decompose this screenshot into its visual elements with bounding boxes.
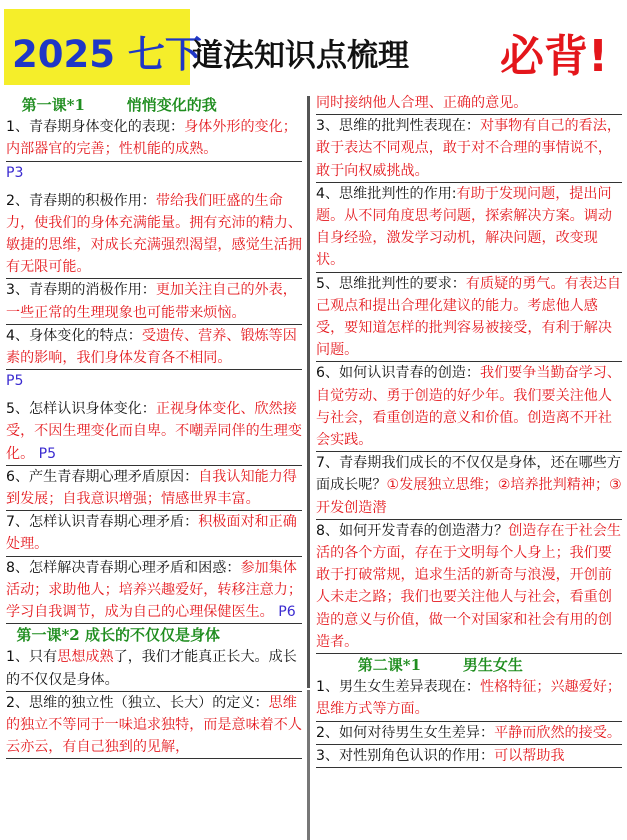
title-year-term: 2025 七下 bbox=[12, 33, 202, 76]
point-answer: 有质疑的勇气。有表达自己观点和提出合理化建议的能力。考虑他人感受，要知道怎样的批判容易被接受，有利于解决问题。 bbox=[316, 275, 621, 359]
point-prefix: 3、对性别角色认识的作用： bbox=[316, 747, 495, 764]
point-answer: 身体外形的变化；内部器官的完善；性机能的成熟。 bbox=[6, 119, 297, 158]
title-must-memorize: 必背! bbox=[500, 31, 609, 82]
point-prefix: 2、思维的独立性（独立、长大）的定义： bbox=[6, 694, 269, 711]
right-point bbox=[316, 452, 622, 520]
left-page-ref: P3 bbox=[6, 164, 24, 181]
point-prefix: 7、青春期我们成长的不仅仅是身体，还在哪些方面成长呢？ bbox=[316, 455, 621, 494]
left-point bbox=[6, 116, 302, 161]
right-point bbox=[316, 92, 622, 115]
point-answer: 思想成熟 bbox=[57, 649, 114, 666]
point-suffix: 了，我们才能真正长大。成长的不仅仅是身体。 bbox=[6, 649, 297, 688]
point-answer: 对事物有自己的看法，敢于表达不同观点，敢于对不合理的事情说不，敢于向权威挑战。 bbox=[316, 118, 621, 179]
left-point bbox=[6, 692, 302, 760]
left-point bbox=[6, 398, 302, 466]
right-lesson-heading: 第二课*1 男生女生 bbox=[316, 656, 523, 675]
point-prefix: 1、只有 bbox=[6, 649, 58, 666]
point-answer: 积极面对和正确处理。 bbox=[6, 514, 297, 553]
page-ref: P6 bbox=[273, 604, 296, 621]
left-point bbox=[6, 190, 302, 280]
point-prefix: 1、男生女生差异表现在： bbox=[316, 679, 480, 696]
left-point bbox=[6, 279, 302, 324]
point-prefix: 4、身体变化的特点： bbox=[6, 327, 142, 344]
right-point bbox=[316, 745, 622, 768]
left-page-ref: P5 bbox=[6, 373, 24, 390]
point-answer: 可以帮助我 bbox=[494, 747, 565, 764]
point-prefix: 2、如何对待男生女生差异： bbox=[316, 724, 495, 741]
left-lesson-heading: 第一课*1 悄悄变化的我 bbox=[6, 96, 217, 114]
point-answer: 平静而欣然的接受。 bbox=[494, 724, 621, 741]
left-point bbox=[6, 511, 302, 556]
point-prefix: 4、思维批判性的作用: bbox=[316, 185, 457, 202]
point-prefix: 5、怎样认识身体变化： bbox=[6, 401, 156, 418]
right-column bbox=[316, 92, 622, 768]
right-point bbox=[316, 676, 622, 721]
point-prefix: 5、思维批判性的要求： bbox=[316, 275, 466, 292]
point-answer: 思维的独立不等同于一味追求独特，而是意味着不人云亦云，有自己独到的见解， bbox=[6, 694, 302, 756]
column-divider bbox=[307, 96, 310, 688]
left-point bbox=[6, 325, 302, 370]
point-answer: 受遗传、营养、锻炼等因素的影响，我们身体发育各不相同。 bbox=[6, 327, 297, 367]
point-answer: 我们要争当勤奋学习、自觉劳动、勇于创造的好少年。我们要关注他人与社会，看重创造的意义和价值。创造离不开社会实践。 bbox=[316, 365, 621, 449]
point-answer: 带给我们旺盛的生命力，使我们的身体充满能量。拥有充沛的精力、敏捷的思维，对成长充满强烈渴望，感觉生活拥有无限可能。 bbox=[6, 192, 302, 276]
left-point bbox=[6, 466, 302, 511]
left-lesson-heading: 第一课*2 成长的不仅仅是身体 bbox=[6, 626, 220, 645]
right-point bbox=[316, 520, 622, 654]
point-answer: 更加关注自己的外表，一些正常的生理现象也可能带来烦恼。 bbox=[6, 282, 297, 321]
right-point bbox=[316, 362, 622, 452]
right-point bbox=[316, 115, 622, 183]
point-answer: 参加集体活动；求助他人；培养兴趣爱好，转移注意力；学习自我调节，成为自己的心理保健医生。 bbox=[6, 559, 302, 621]
point-prefix: 3、青春期的消极作用： bbox=[6, 282, 156, 299]
right-point bbox=[316, 722, 622, 745]
left-column bbox=[6, 94, 302, 759]
point-prefix: 6、如何认识青春的创造： bbox=[316, 365, 480, 382]
point-prefix: 8、如何开发青春的创造潜力？ bbox=[316, 522, 509, 539]
left-point bbox=[6, 646, 302, 691]
point-prefix: 8、怎样解决青春期心理矛盾和困惑： bbox=[6, 559, 241, 576]
column-divider-lower bbox=[307, 690, 310, 840]
point-prefix: 7、怎样认识青春期心理矛盾： bbox=[6, 514, 199, 531]
point-answer: 同时接纳他人合理、正确的意见。 bbox=[316, 95, 528, 111]
point-answer: 正视身体变化、欣然接受，不因生理变化而自卑。不嘲弄同伴的生理变化。 bbox=[6, 401, 302, 462]
page-ref: P5 bbox=[34, 445, 57, 462]
point-answer: 性格特征；兴趣爱好；思维方式等方面。 bbox=[316, 679, 621, 718]
point-answer: 有助于发现问题，提出问题。从不同角度思考问题，探索解决方案。调动自身经验，激发学习动机，解决问题，改变现状。 bbox=[316, 185, 612, 269]
point-answer: 自我认知能力得到发展；自我意识增强；情感世界丰富。 bbox=[6, 468, 297, 508]
point-prefix: 6、产生青春期心理矛盾原因： bbox=[6, 468, 199, 485]
point-answer: 创造存在于社会生活的各个方面，存在于文明每个人身上；我们要敢于打破常规，追求生活的新奇与浪漫，开创前人未走之路；我们也要关注他人与社会，看重创造的意义与价值，做一个对国家和社会有用的创造者。 bbox=[316, 522, 621, 650]
right-point bbox=[316, 273, 622, 363]
title-banner bbox=[0, 0, 627, 92]
left-point bbox=[6, 557, 302, 625]
point-prefix: 1、青春期身体变化的表现： bbox=[6, 119, 185, 136]
point-prefix: 2、青春期的积极作用： bbox=[6, 192, 156, 209]
title-subject: 道法知识点梳理 bbox=[192, 38, 409, 74]
point-prefix: 3、思维的批判性表现在： bbox=[316, 118, 480, 135]
point-answer: ①发展独立思维；②培养批判精神；③开发创造潜 bbox=[316, 477, 622, 516]
right-point bbox=[316, 183, 622, 273]
